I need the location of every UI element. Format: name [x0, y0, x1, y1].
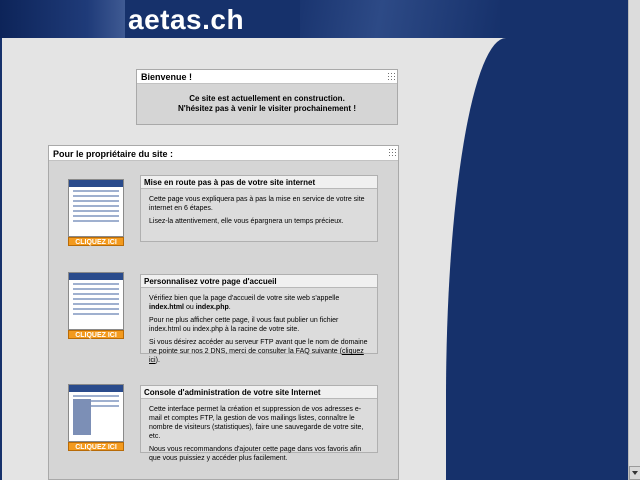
card-body	[141, 288, 377, 373]
click-here-button[interactable]: CLIQUEZ ICI	[68, 442, 124, 451]
vertical-scrollbar[interactable]	[628, 0, 640, 480]
card-title: Console d'administration de votre site Internet	[141, 386, 377, 399]
card-paragraph: Cette interface permet la création et suppression de vos adresses e-mail et comptes FTP, la gestion de vos mailings listes, connaître le nombre de visiteurs (statistiques), faire une sauvegarde de votre site, etc.	[149, 406, 364, 440]
card-paragraph: Nous vous recommandons d'ajouter cette page dans vos favoris afin que vous puissiez y accéder plus facilement.	[149, 446, 362, 462]
scroll-down-button[interactable]	[629, 466, 640, 480]
text-span: ou	[184, 304, 196, 311]
filename-index-html: index.html	[149, 304, 185, 311]
card-paragraph: Pour ne plus afficher cette page, il vous faut publier un fichier index.html ou index.php à la racine de votre site.	[149, 317, 339, 333]
header-left-band	[0, 0, 125, 38]
card-admin-console	[140, 385, 378, 462]
page-preview-image	[68, 272, 124, 330]
filename-index-php: index.php	[195, 304, 229, 311]
dots-grip-icon	[387, 72, 395, 80]
dots-grip-icon	[388, 148, 396, 156]
card-title: Personnalisez votre page d'accueil	[141, 275, 377, 288]
text-span: ).	[155, 357, 160, 364]
card-homepage	[140, 274, 378, 364]
card-body	[141, 399, 377, 471]
card-paragraph: Cette page vous expliquera pas à pas la mise en service de votre site internet en 6 étapes.	[149, 196, 365, 212]
thumbnail-admin-console[interactable]	[68, 384, 126, 452]
site-title: aetas.ch	[128, 4, 245, 35]
faq-link[interactable]: cliquez ici	[149, 348, 364, 364]
text-span: Si vous désirez accéder au serveur FTP avant que le nom de domaine ne pointe sur nos 2 DNS, merci de consulter la FAQ suivante (	[149, 339, 368, 355]
welcome-line-1: Ce site est actuellement en construction.	[189, 94, 345, 103]
welcome-heading: Bienvenue !	[141, 72, 193, 82]
owner-section	[48, 145, 399, 480]
click-here-button[interactable]: CLIQUEZ ICI	[68, 237, 124, 246]
thumbnail-setup-guide[interactable]	[68, 179, 126, 247]
owner-heading-bar	[49, 146, 398, 161]
thumbnail-homepage[interactable]	[68, 272, 126, 340]
card-paragraph	[149, 338, 371, 365]
welcome-message	[137, 84, 397, 114]
welcome-line-2: N'hésitez pas à venir le visiter prochainement !	[178, 104, 356, 113]
welcome-box	[136, 69, 398, 125]
text-span: Vérifiez bien que la page d'accueil de votre site web s'appelle	[149, 295, 340, 302]
card-body	[141, 189, 377, 234]
card-title: Mise en route pas à pas de votre site internet	[141, 176, 377, 189]
card-paragraph: Lisez-la attentivement, elle vous épargnera un temps précieux.	[149, 218, 344, 225]
owner-heading: Pour le propriétaire du site :	[53, 149, 174, 159]
header-sweep	[300, 0, 500, 38]
site-header	[0, 0, 640, 38]
left-frame-border	[0, 38, 2, 480]
welcome-heading-bar	[137, 70, 397, 84]
arrow-down-icon	[632, 471, 638, 475]
card-setup-guide	[140, 175, 378, 242]
card-paragraph	[149, 294, 371, 312]
page-preview-image	[68, 384, 124, 442]
text-span: .	[228, 304, 231, 311]
click-here-button[interactable]: CLIQUEZ ICI	[68, 330, 124, 339]
right-decoration	[446, 38, 636, 480]
page-preview-image	[68, 179, 124, 237]
